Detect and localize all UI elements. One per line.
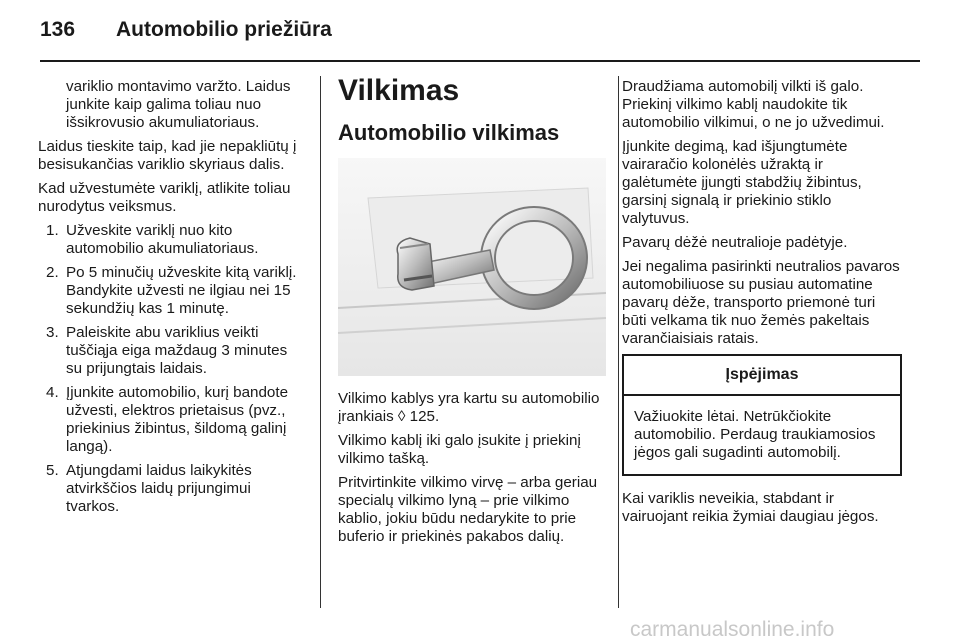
paragraph: Laidus tieskite taip, kad jie nepakliūtų į besisukančias variklio skyriaus dalis. (38, 138, 297, 173)
paragraph: Vilkimo kablį iki galo įsukite į priekinį vilkimo tašką. (338, 432, 581, 467)
column-right (622, 78, 902, 532)
paragraph: Kai variklis neveikia, stabdant ir vairuojant reikia žymiai daugiau jėgos. (622, 490, 879, 525)
towing-eye-illustration (338, 158, 606, 376)
warning-title: Įspėjimas (624, 356, 900, 396)
column-divider-2 (618, 76, 619, 608)
paragraph: Kad užvestumėte variklį, atlikite toliau nurodytus veiksmus. (38, 180, 291, 215)
list-item (38, 324, 306, 378)
step-text: Užveskite variklį nuo kito automobilio akumuliatoriaus. (66, 222, 259, 257)
paragraph: Jei negalima pasirinkti neutralios pavaros automobiliuose su pusiau automatine pavarų dėže, transporto priemonė turi būti velkama tik nuo žemės pakeltais varančiaisiais ratais. (622, 258, 900, 347)
section-subtitle: Automobilio vilkimas (338, 120, 560, 145)
step-text: Atjungdami laidus laikykitės atvirkščios laidų prijungimui tvarkos. (66, 462, 252, 515)
step-number: 3. (46, 324, 59, 341)
warning-text: Važiuokite lėtai. Netrūkčiokite automobilio. Perdaug traukiamosios jėgos gali sugadinti automobilį. (634, 408, 876, 461)
paragraph: Pritvirtinkite vilkimo virvę – arba geriau specialų vilkimo lyną – prie vilkimo kablio, jokiu būdu nedarykite to prie buferio ir priekinės pakabos dalių. (338, 474, 598, 545)
header-rule (40, 60, 920, 62)
step-text: Po 5 minučių užveskite kitą variklį. Bandykite užvesti ne ilgiau nei 15 sekundžių kas 1 minutę. (66, 264, 297, 317)
column-divider-1 (320, 76, 321, 608)
list-item (38, 384, 306, 456)
paragraph: Įjunkite degimą, kad išjungtumėte vairaračio kolonėlės užraktą ir galėtumėte įjungti stabdžių žibintus, garsinį signalą ir priekinio stiklo valytuvus. (622, 138, 862, 227)
paragraph: Draudžiama automobilį vilkti iš galo. Priekinį vilkimo kablį naudokite tik automobilio vilkimui, o ne jo užvedimui. (622, 78, 885, 131)
page-number: 136 (40, 18, 76, 41)
warning-box (622, 354, 902, 476)
continued-paragraph: variklio montavimo varžto. Laidus junkite kaip galima toliau nuo išsikrovusio akumuliatoriaus. (66, 78, 291, 131)
column-left (38, 78, 306, 522)
steps-list (38, 222, 306, 516)
step-number: 1. (46, 222, 59, 239)
list-item (38, 264, 306, 318)
watermark: carmanualsonline.info (630, 618, 835, 641)
list-item (38, 462, 306, 516)
section-title: Vilkimas (338, 74, 460, 107)
list-item (38, 222, 306, 258)
step-number: 2. (46, 264, 59, 281)
step-text: Įjunkite automobilio, kurį bandote užvesti, elektros prietaisus (pvz., priekinius žibintus, šildomą galinį langą). (66, 384, 289, 455)
step-text: Paleiskite abu variklius veikti tuščiąja eiga maždaug 3 minutes su prijungtais laidais. (66, 324, 288, 377)
step-number: 4. (46, 384, 59, 401)
chapter-title: Automobilio priežiūra (116, 18, 332, 41)
paragraph: Vilkimo kablys yra kartu su automobilio įrankiais ◊ 125. (338, 390, 600, 425)
step-number: 5. (46, 462, 59, 479)
column-middle (338, 74, 606, 552)
page-header (40, 18, 920, 48)
paragraph: Pavarų dėžė neutralioje padėtyje. (622, 234, 848, 251)
towing-eye-icon (338, 158, 606, 376)
